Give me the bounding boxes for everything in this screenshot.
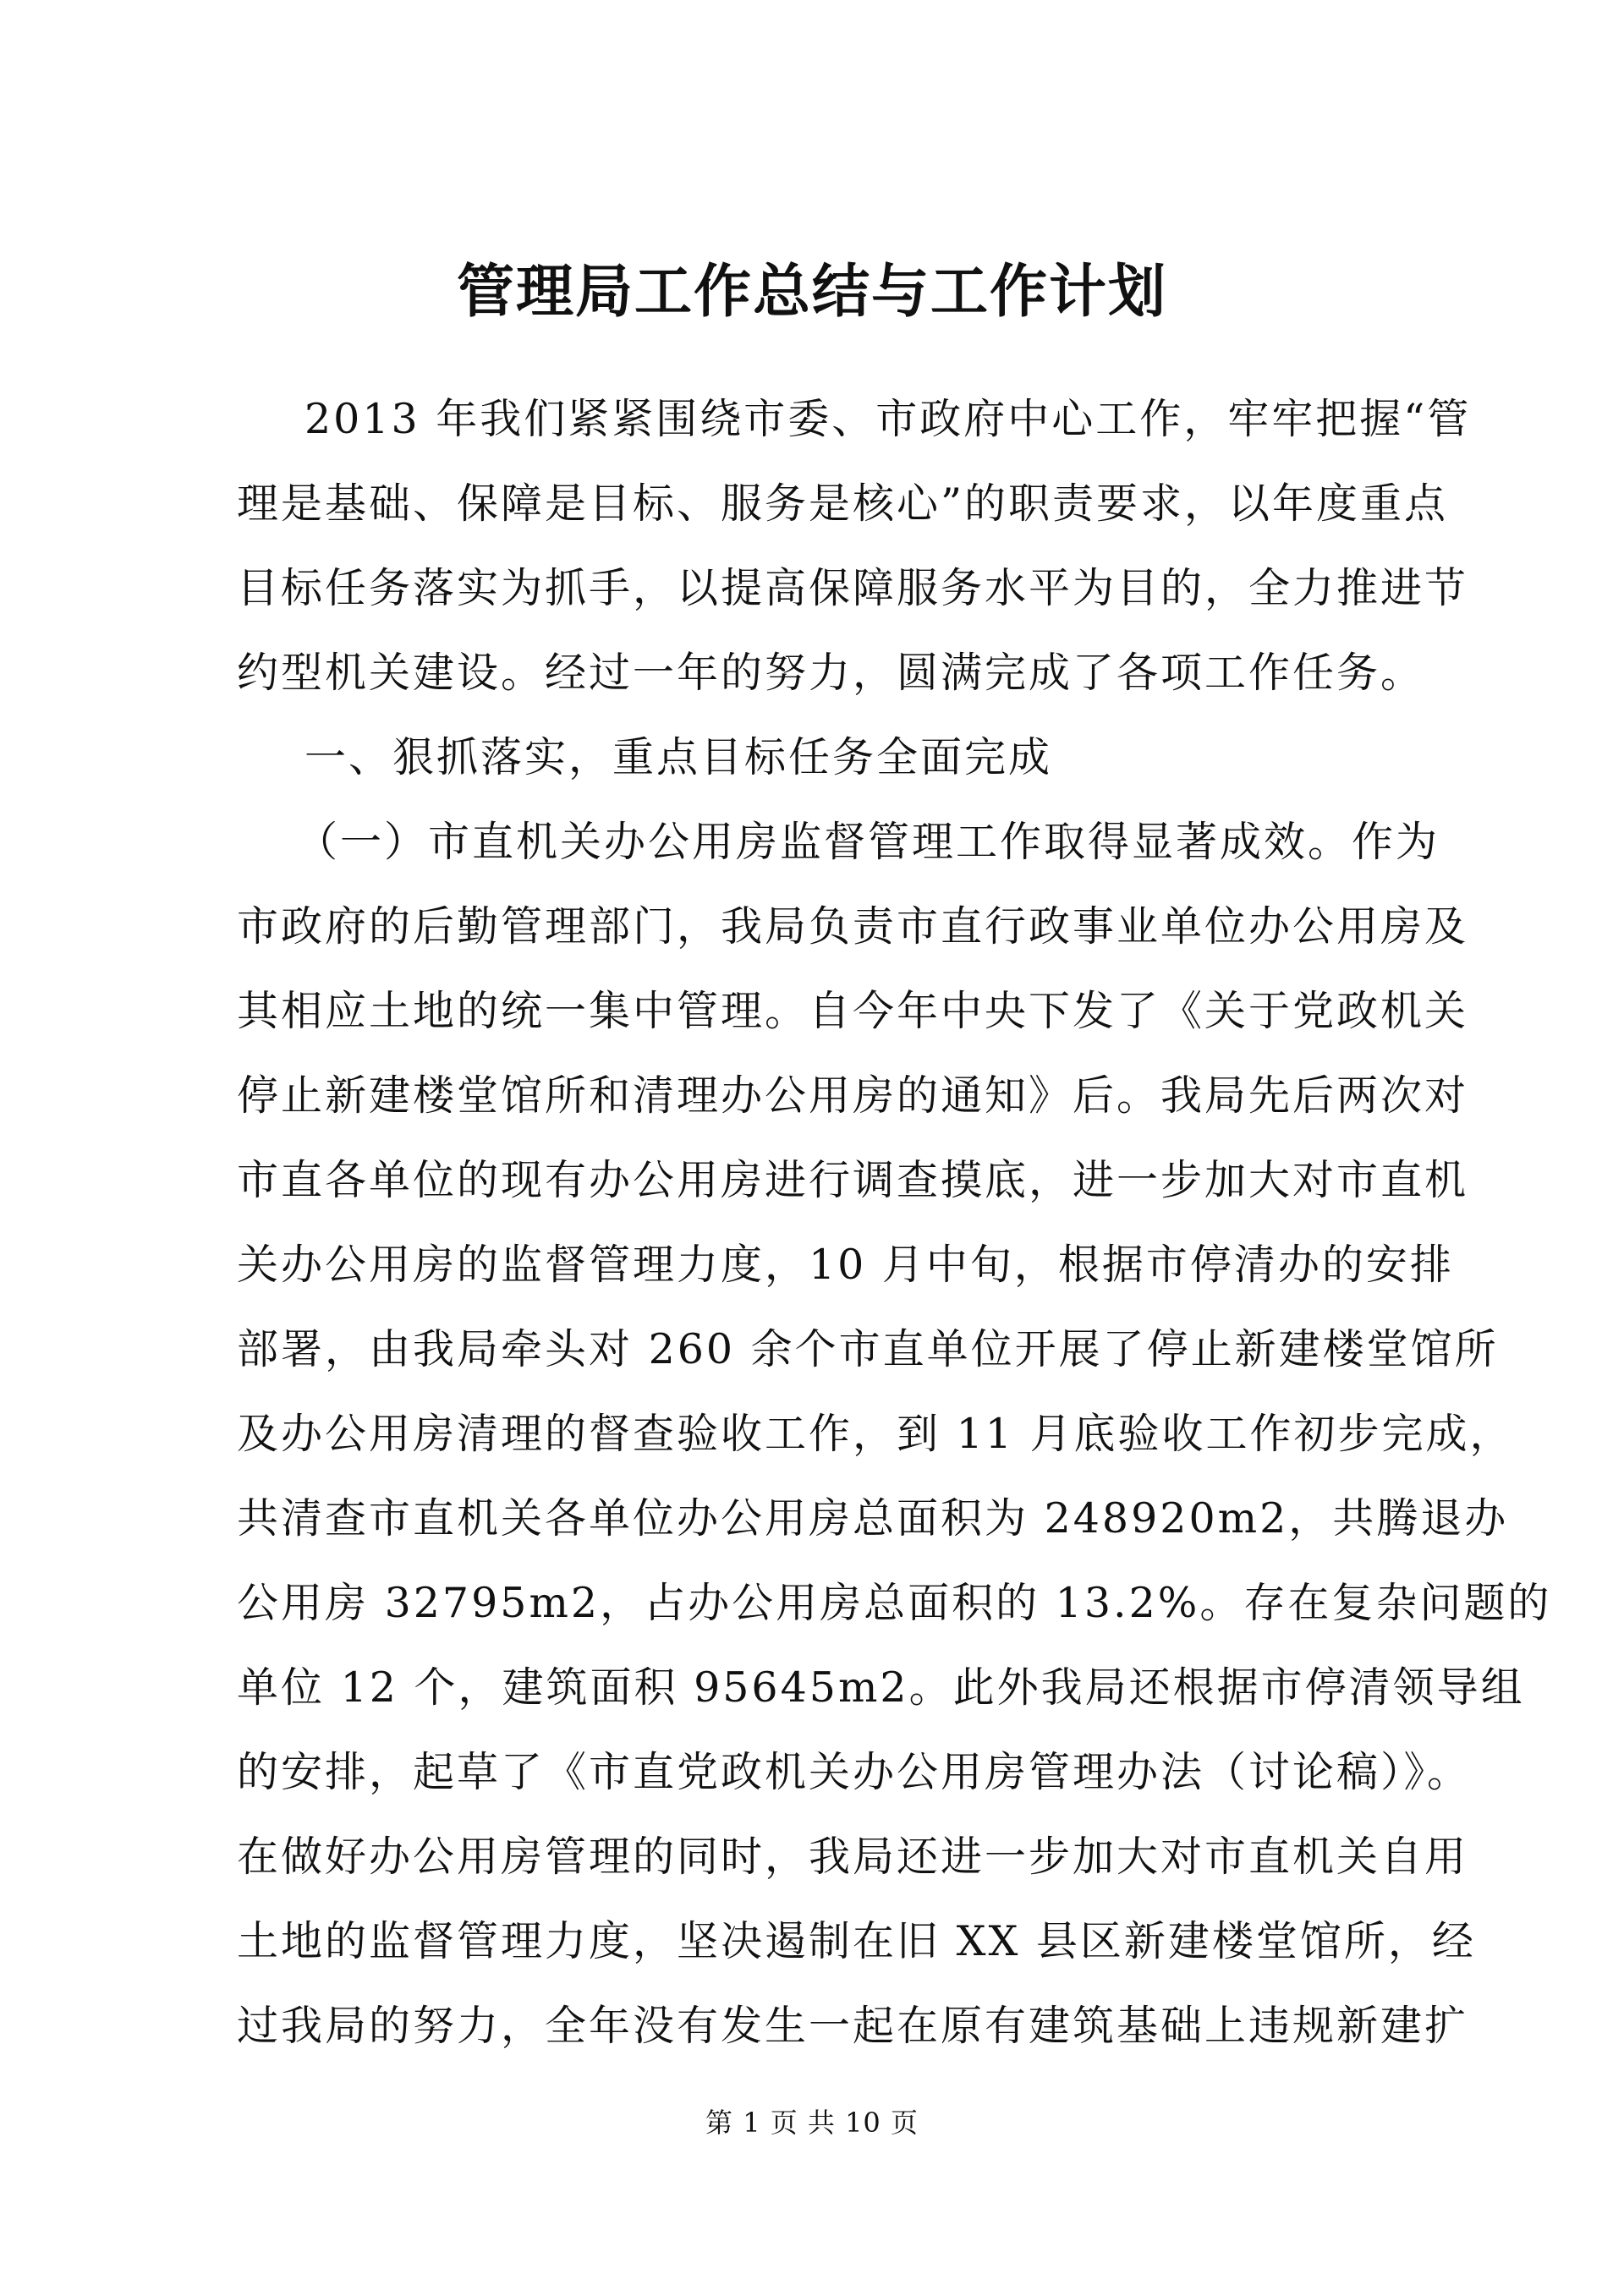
section-heading: 一、狠抓落实，重点目标任务全面完成 xyxy=(304,733,1053,781)
paragraph-line: 目标任务落实为抓手，以提高保障服务水平为目的，全力推进节 xyxy=(237,564,1469,612)
paragraph-line: 的安排，起草了《市直党政机关办公用房管理办法（讨论稿）》。 xyxy=(237,1748,1472,1796)
paragraph-line: 理是基础、保障是目标、服务是核心”的职责要求，以年度重点 xyxy=(237,479,1449,528)
page-footer: 第 1 页 共 10 页 xyxy=(705,2107,919,2139)
paragraph-line: 共清查市直机关各单位办公用房总面积为 248920m2，共腾退办 xyxy=(237,1494,1509,1543)
paragraph-line: 2013 年我们紧紧围绕市委、市政府中心工作，牢牢把握“管 xyxy=(304,395,1472,443)
paragraph-line: 市直各单位的现有办公用房进行调查摸底，进一步加大对市直机 xyxy=(237,1156,1469,1204)
paragraph-line: 其相应土地的统一集中管理。自今年中央下发了《关于党政机关 xyxy=(237,987,1469,1035)
subsection-heading-line: （一）市直机关办公用房监督管理工作取得显著成效。作为 xyxy=(296,818,1440,866)
paragraph-line: 约型机关建设。经过一年的努力，圆满完成了各项工作任务。 xyxy=(237,649,1425,697)
paragraph-line: 单位 12 个，建筑面积 95645m2。此外我局还根据市停清领导组 xyxy=(237,1663,1525,1712)
paragraph-line: 在做好办公用房管理的同时，我局还进一步加大对市直机关自用 xyxy=(237,1833,1469,1881)
paragraph-line: 部署，由我局牵头对 260 余个市直单位开展了停止新建楼堂馆所 xyxy=(237,1325,1499,1373)
paragraph-line: 停止新建楼堂馆所和清理办公用房的通知》后。我局先后两次对 xyxy=(237,1071,1469,1120)
paragraph-line: 土地的监督管理力度，坚决遏制在旧 XX 县区新建楼堂馆所，经 xyxy=(237,1917,1476,1965)
paragraph-line: 过我局的努力，全年没有发生一起在原有建筑基础上违规新建扩 xyxy=(237,2002,1469,2050)
paragraph-line: 及办公用房清理的督查验收工作，到 11 月底验收工作初步完成， xyxy=(237,1410,1514,1458)
paragraph-line: 关办公用房的监督管理力度，10 月中旬，根据市停清办的安排 xyxy=(237,1241,1454,1289)
paragraph-line: 市政府的后勤管理部门，我局负责市直行政事业单位办公用房及 xyxy=(237,902,1469,951)
paragraph-line: 公用房 32795m2，占办公用房总面积的 13.2%。存在复杂问题的 xyxy=(237,1579,1552,1627)
document-title: 管理局工作总结与工作计划 xyxy=(456,258,1167,326)
